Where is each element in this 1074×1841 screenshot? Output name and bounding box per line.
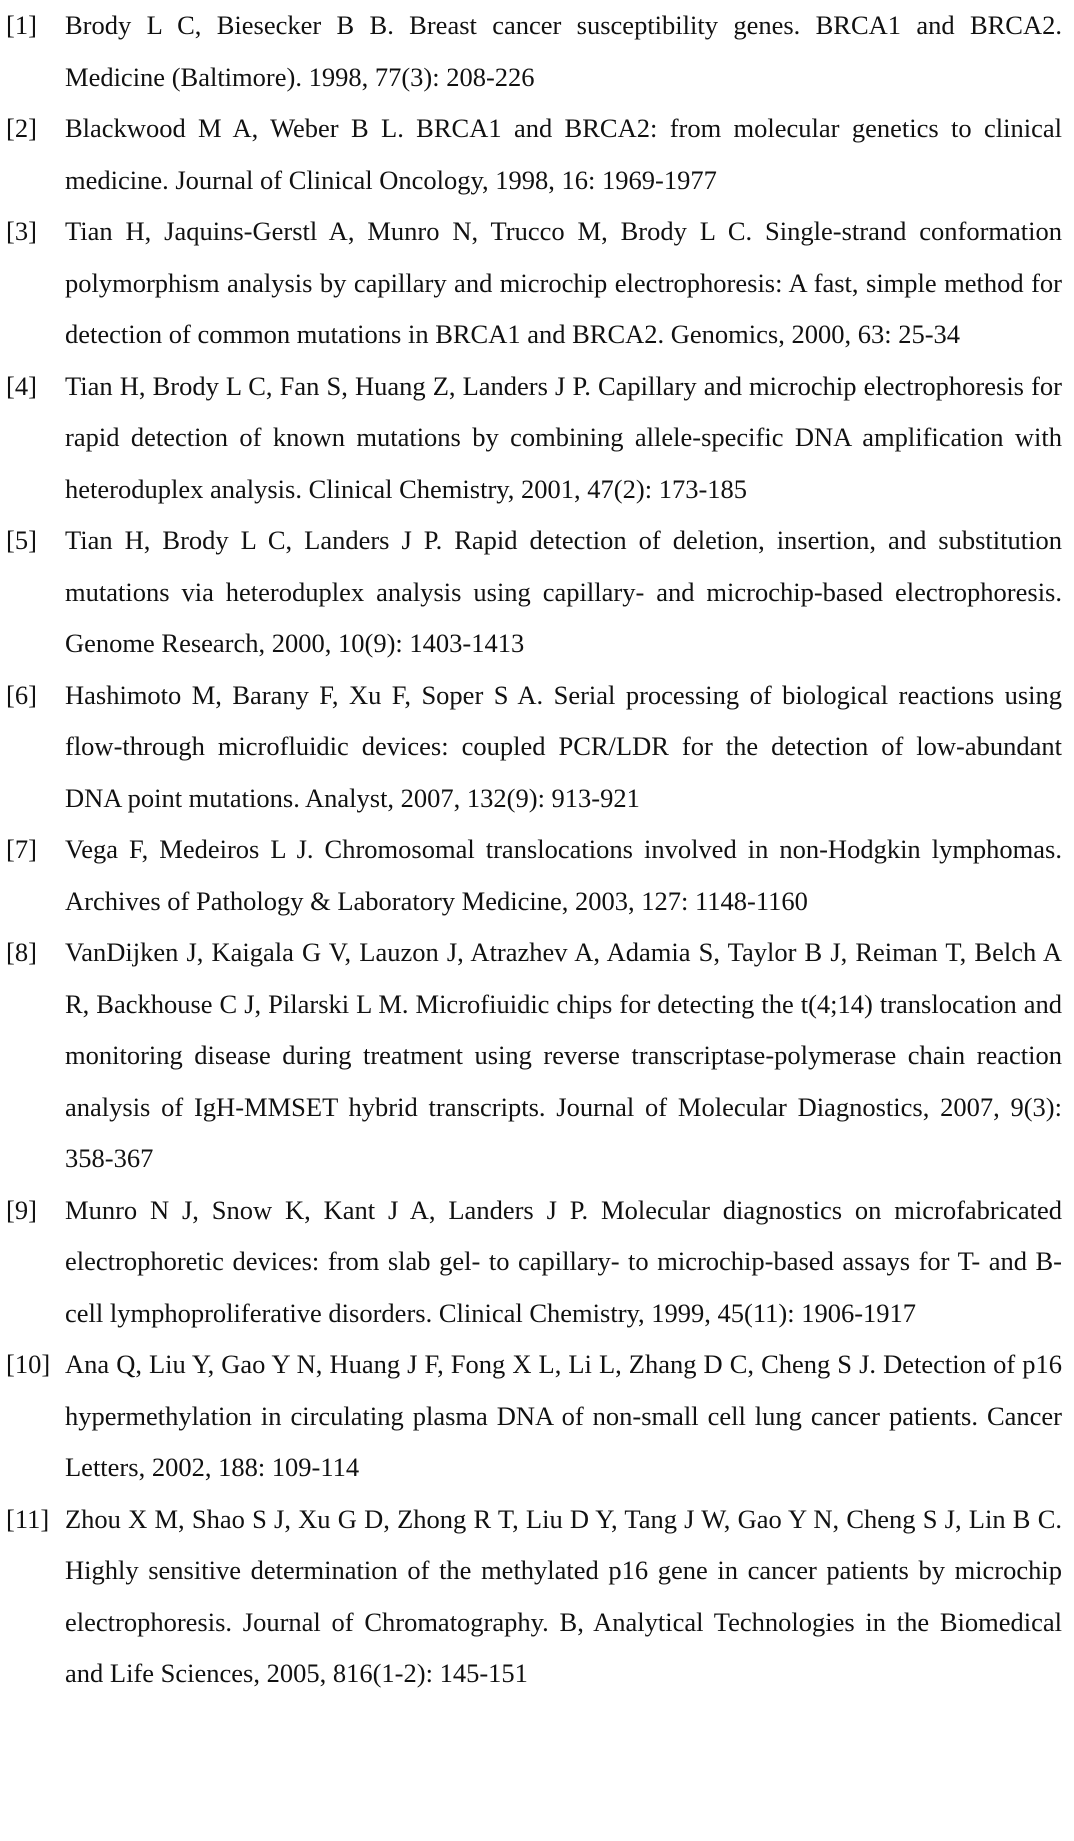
reference-text: Ana Q, Liu Y, Gao Y N, Huang J F, Fong X L, Li L, Zhang D C, Cheng S J. Detection of p16 hypermethylation in circulating plasma DNA of non-small cell lung cancer patients. Cancer Letters, 2002, 188: 109-114 [65, 1349, 1062, 1482]
reference-item [0, 1185, 1074, 1340]
reference-item [0, 515, 1074, 670]
reference-text: Zhou X M, Shao S J, Xu G D, Zhong R T, Liu D Y, Tang J W, Gao Y N, Cheng S J, Lin B C. Highly sensitive determination of the methylated p16 gene in cancer patients by microchip electrophoresis. Journal of Chromatography. B, Analytical Technologies in the Biomedical and Life Sciences, 2005, 816(1-2): 145-151 [65, 1503, 1062, 1688]
reference-text: Tian H, Jaquins-Gerstl A, Munro N, Trucco M, Brody L C. Single-strand conformation polymorphism analysis by capillary and microchip electrophoresis: A fast, simple method for detection of common mutations in BRCA1 and BRCA2. Genomics, 2000, 63: 25-34 [65, 216, 1062, 349]
reference-text: Blackwood M A, Weber B L. BRCA1 and BRCA2: from molecular genetics to clinical medicine. Journal of Clinical Oncology, 1998, 16: 1969-1977 [65, 113, 1062, 195]
reference-number: [4] [6, 370, 37, 401]
reference-text: Munro N J, Snow K, Kant J A, Landers J P. Molecular diagnostics on microfabricated electrophoretic devices: from slab gel- to capillary- to microchip-based assays for T- and B-cell lymphoproliferative disorders. Clinical Chemistry, 1999, 45(11): 1906-1917 [65, 1194, 1062, 1328]
reference-item [0, 824, 1074, 927]
reference-text: Brody L C, Biesecker B B. Breast cancer susceptibility genes. BRCA1 and BRCA2. Medicine (Baltimore). 1998, 77(3): 208-226 [65, 10, 1062, 92]
reference-number: [5] [6, 525, 37, 555]
reference-item [0, 1494, 1074, 1700]
reference-item [0, 103, 1074, 206]
reference-text: Tian H, Brody L C, Landers J P. Rapid detection of deletion, insertion, and substitution mutations via heteroduplex analysis using capillary- and microchip-based electrophoresis. Genome Research, 2000, 10(9): 1403-1413 [65, 525, 1062, 658]
reference-text: VanDijken J, Kaigala G V, Lauzon J, Atrazhev A, Adamia S, Taylor B J, Reiman T, Belch A R, Backhouse C J, Pilarski L M. Microfiuidic chips for detecting the t(4;14) translocation and monitoring disease during treatment using reverse transcriptase-polymerase chain reaction analysis of IgH-MMSET hybrid transcripts. Journal of Molecular Diagnostics, 2007, 9(3): 358-367 [65, 937, 1062, 1173]
reference-number: [9] [6, 1194, 37, 1225]
reference-number: [6] [6, 679, 37, 710]
reference-text: Tian H, Brody L C, Fan S, Huang Z, Landers J P. Capillary and microchip electrophoresis for rapid detection of known mutations by combining allele-specific DNA amplification with heteroduplex analysis. Clinical Chemistry, 2001, 47(2): 173-185 [65, 370, 1062, 504]
reference-number: [3] [6, 216, 37, 246]
reference-text: Hashimoto M, Barany F, Xu F, Soper S A. Serial processing of biological reactions using flow-through microfluidic devices: coupled PCR/LDR for the detection of low-abundant DNA point mutations. Analyst, 2007, 132(9): 913-921 [65, 679, 1062, 813]
reference-item [0, 0, 1074, 103]
reference-number: [7] [6, 834, 37, 864]
reference-number: [8] [6, 937, 37, 967]
reference-number: [11] [6, 1503, 50, 1534]
reference-item [0, 1339, 1074, 1494]
reference-item [0, 206, 1074, 361]
reference-item [0, 361, 1074, 516]
reference-number: [2] [6, 113, 37, 143]
reference-number: [10] [6, 1349, 51, 1379]
reference-number: [1] [6, 10, 37, 40]
reference-item [0, 927, 1074, 1185]
reference-text: Vega F, Medeiros L J. Chromosomal translocations involved in non-Hodgkin lymphomas. Archives of Pathology & Laboratory Medicine, 2003, 127: 1148-1160 [65, 834, 1062, 916]
reference-item [0, 670, 1074, 825]
